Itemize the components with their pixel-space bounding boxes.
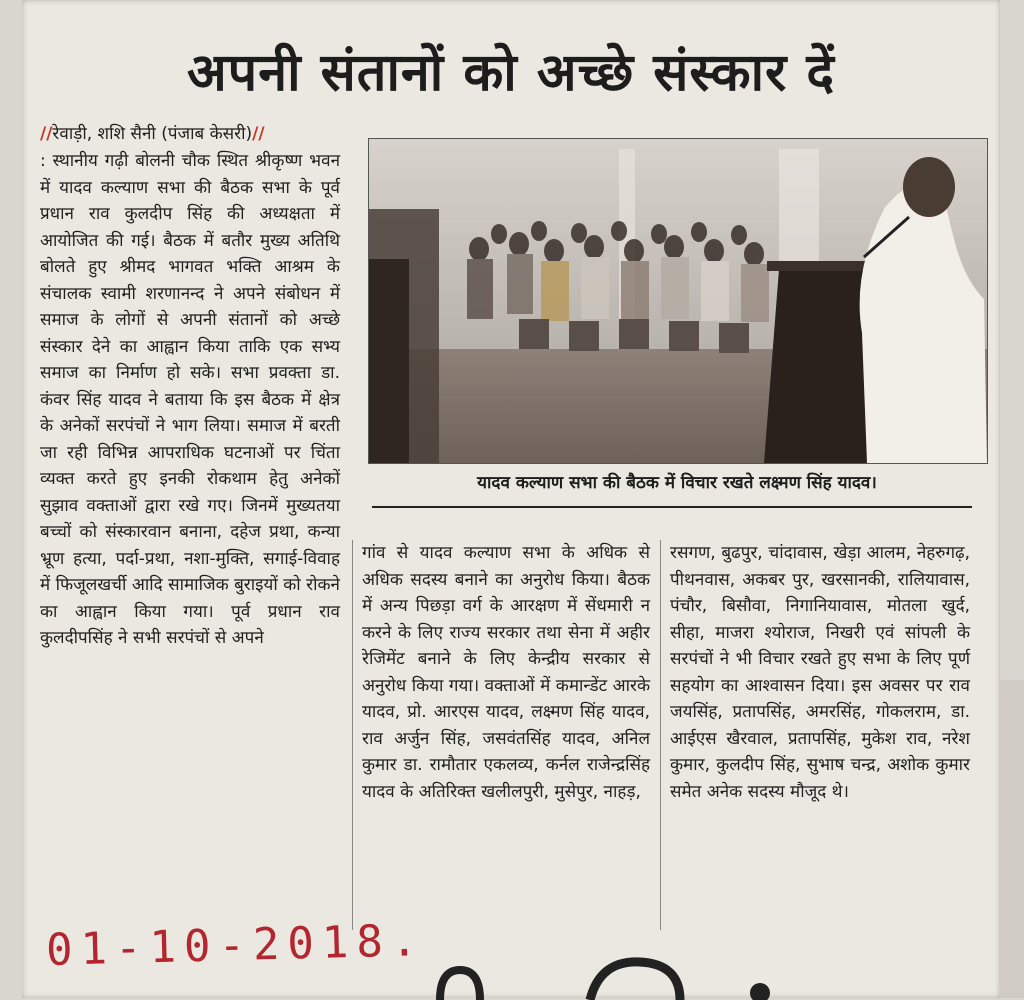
column-2-text: गांव से यादव कल्याण सभा के अधिक से अधिक सदस्य बनाने का अनुरोध किया। बैठक में अन्य पिछड़ा वर्ग के आरक्षण में सेंधमारी न करने के लिए राज्य सरकार तथा सेना में अहीर रेजिमेंट बनाने के लिए केन्द्रीय सरकार से अनुरोध किया गया। वक्ताओं में कमान्डेंट आरके यादव, प्रो. आरएस यादव, लक्ष्मण सिंह यादव, राव अर्जुन सिंह, जसवंतसिंह यादव, अनिल कुमार डा. रामौतार एकलव्य, कर्नल राजेन्द्रसिंह यादव के अतिरिक्त खलीलपुरी, मुसेपुर, नाहड़,	[362, 543, 650, 802]
dateline-text: रेवाड़ी, शशि सैनी (पंजाब केसरी)	[52, 124, 253, 144]
column-3-text: रसगण, बुढपुर, चांदावास, खेड़ा आलम, नेहरुगढ़, पीथनवास, अकबर पुर, खरसानकी, रालियावास, पंचौर, बिसौवा, निगानियावास, मोतला खुर्द, सीहा, माजरा श्योराज, निखरी एवं सांपली के सरपंचों ने भी विचार रखते हुए सभा के लिए पूर्ण सहयोग का आश्वासन दिया। इस अवसर पर राव जयसिंह, प्रतापसिंह, अमरसिंह, गोकलराम, डा. आईएस खैरवाल, प्रतापसिंह, मुकेश राव, नरेश कुमार, कुलदीप सिंह, सुभाष चन्द्र, अशोक कुमार समेत अनेक सदस्य मौजूद थे।	[670, 543, 970, 802]
column-divider-1	[352, 540, 353, 930]
meeting-photo-illustration	[369, 139, 987, 463]
dateline-close-mark: //	[252, 124, 265, 144]
column-1-text: : स्थानीय गढ़ी बोलनी चौक स्थित श्रीकृष्ण भवन में यादव कल्याण सभा की बैठक सभा के पूर्व प्रधान राव कुलदीप सिंह की अध्यक्षता में आयोजित की गई। बैठक में बतौर मुख्य अतिथि बोलते हुए श्रीमद भागवत भक्ति आश्रम के संचालक स्वामी शरणानन्द ने अपने संबोधन में समाज के लोगों से अपनी संतानों को अच्छे संस्कार देने का आह्वान किया ताकि एक सभ्य समाज का निर्माण हो सके। सभा प्रवक्ता डा. कंवर सिंह यादव ने बताया कि इस बैठक में क्षेत्र के अनेकों सरपंचों ने भाग लिया। समाज में बरती जा रही विभिन्न आपराधिक घटनाओं पर चिंता व्यक्त करते हुए इनकी रोकथाम हेतु अनेकों सुझाव वक्ताओं द्वारा रखे गए। जिनमें मुख्यतया बच्चों को संस्कारवान बनाना, दहेज प्रथा, कन्या भ्रूण हत्या, पर्दा-प्रथा, नशा-मुक्ति, सगाई-विवाह में फिजूलखर्ची आदि सामाजिक बुराइयों को रोकने का आह्वान किया गया। पूर्व प्रधान राव कुलदीपसिंह ने सभी सरपंचों से अपने	[40, 151, 340, 648]
article-column-1	[40, 120, 340, 652]
article-column-3	[670, 540, 970, 805]
article-photo	[368, 138, 988, 464]
article-column-2	[362, 540, 650, 805]
handwritten-date: 01-10-2018.	[45, 915, 427, 976]
dateline-open-mark: //	[40, 124, 53, 144]
dateline	[40, 120, 340, 148]
column-divider-2	[660, 540, 661, 930]
background-strip	[1000, 680, 1024, 998]
article-headline: अपनी संतानों को अच्छे संस्कार दें	[186, 43, 836, 103]
photo-caption: यादव कल्याण सभा की बैठक में विचार रखते लक्ष्मण सिंह यादव।	[477, 473, 877, 493]
next-clipping-fragment	[340, 955, 1024, 1000]
caption-divider	[372, 506, 972, 508]
